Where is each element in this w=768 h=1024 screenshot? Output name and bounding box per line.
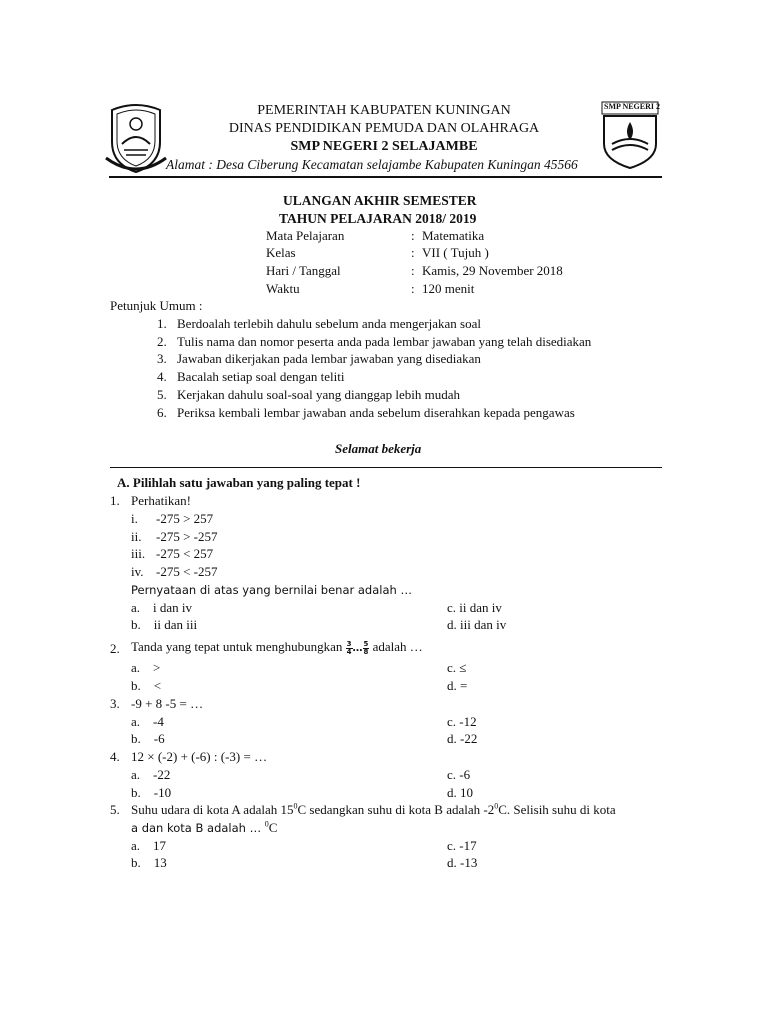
question-number: 3. [110,696,120,711]
greeting: Selamat bekerja [335,441,422,456]
option-d[interactable]: d. = [447,678,468,693]
q5-text-part2: C sedangkan suhu di kota B adalah -2 [297,802,495,817]
section-divider [110,467,662,468]
question-prompt: Pernyataan di atas yang bernilai benar adalah … [131,583,412,597]
q5-line2-text: a dan kota B adalah … [131,821,265,835]
right-logo-label: SMP NEGERI 2 [604,102,661,111]
statement-text: -275 > 257 [156,511,214,526]
section-a-heading: A. Pilihlah satu jawaban yang paling tepat ! [117,475,361,490]
option-d[interactable]: d. iii dan iv [447,617,507,632]
info-value-date: Kamis, 29 November 2018 [422,263,563,278]
fraction-denominator: 8 [363,647,369,656]
option-a[interactable]: a. > [131,660,161,675]
exam-title-2: TAHUN PELAJARAN 2018/ 2019 [279,211,477,226]
header-divider [109,176,662,178]
option-b[interactable]: b. ii dan iii [131,617,198,632]
option-b[interactable]: b. -6 [131,731,165,746]
info-sep: : [411,263,415,278]
option-a[interactable]: a. i dan iv [131,600,193,615]
fraction-three-quarters [346,641,353,656]
instruction-num: 4. [157,369,167,384]
fraction-numerator: 3 [346,639,352,648]
info-sep: : [411,245,415,260]
option-a[interactable]: a. 17 [131,838,167,853]
question-number: 4. [110,749,120,764]
info-label-class: Kelas [266,245,296,260]
question-number: 2. [110,641,120,656]
school-name: SMP NEGERI 2 SELAJAMBE [290,139,478,154]
option-d[interactable]: d. 10 [447,785,473,800]
option-b[interactable]: b. 13 [131,855,167,870]
exam-title-1: ULANGAN AKHIR SEMESTER [283,193,477,208]
instruction-text: Periksa kembali lembar jawaban anda sebelum diserahkan kepada pengawas [177,405,575,420]
instruction-num: 6. [157,405,167,420]
option-c[interactable]: c. ii dan iv [447,600,502,615]
question-number: 5. [110,802,120,817]
question-text [131,802,616,818]
q5-line2-unit: C [268,820,278,835]
statement-num: ii. [131,529,142,544]
instruction-num: 3. [157,351,167,366]
question-number: 1. [110,493,120,508]
info-value-time: 120 menit [422,281,475,296]
school-address: Alamat : Desa Ciberung Kecamatan selajambe Kabupaten Kuningan 45566 [166,157,578,172]
info-label-subject: Mata Pelajaran [266,228,345,243]
instruction-num: 5. [157,387,167,402]
instruction-text: Kerjakan dahulu soal-soal yang dianggap lebih mudah [177,387,461,402]
q5-text-part3: C. Selisih suhu di kota [498,802,616,817]
superscript: 0 [293,801,298,811]
option-c[interactable]: c. -12 [447,714,477,729]
instruction-text: Jawaban dikerjakan pada lembar jawaban yang disediakan [177,351,481,366]
instructions-heading: Petunjuk Umum : [110,298,203,313]
question-text: Perhatikan! [131,493,191,508]
instruction-text: Tulis nama dan nomor peserta anda pada lembar jawaban yang telah disediakan [177,334,592,349]
header-line-2: DINAS PENDIDIKAN PEMUDA DAN OLAHRAGA [228,121,540,136]
option-c[interactable]: c. -17 [447,838,477,853]
statement-text: -275 < 257 [156,546,214,561]
option-a[interactable]: a. -4 [131,714,164,729]
question-text [131,636,423,658]
question-text-line2 [131,820,277,836]
header-line-1: PEMERINTAH KABUPATEN KUNINGAN [257,103,511,118]
info-sep: : [411,281,415,296]
q5-text-part1: Suhu udara di kota A adalah 15 [131,802,294,817]
question-text-after: adalah … [369,639,423,654]
option-c[interactable]: c. ≤ [447,660,467,675]
statement-num: i. [131,511,138,526]
superscript: 0 [264,819,269,829]
option-d[interactable]: d. -22 [447,731,478,746]
info-label-time: Waktu [266,281,300,296]
instruction-text: Bacalah setiap soal dengan teliti [177,369,345,384]
fraction-numerator: 5 [363,639,369,648]
fraction-denominator: 4 [346,647,352,656]
statement-text: -275 < -257 [156,564,218,579]
info-label-date: Hari / Tanggal [266,263,341,278]
option-c[interactable]: c. -6 [447,767,471,782]
info-value-subject: Matematika [422,228,485,243]
option-b[interactable]: b. < [131,678,162,693]
question-text: 12 × (-2) + (-6) : (-3) = … [131,749,268,764]
question-text: -9 + 8 -5 = … [131,696,204,711]
option-b[interactable]: b. -10 [131,785,172,800]
statement-num: iii. [131,546,146,561]
superscript: 0 [494,801,499,811]
option-d[interactable]: d. -13 [447,855,478,870]
comparison-dots: … [352,643,363,654]
statement-num: iv. [131,564,144,579]
instruction-num: 2. [157,334,167,349]
info-sep: : [411,228,415,243]
instruction-text: Berdoalah terlebih dahulu sebelum anda mengerjakan soal [177,316,481,331]
question-text-before: Tanda yang tepat untuk menghubungkan [131,639,346,654]
instruction-num: 1. [157,316,167,331]
option-a[interactable]: a. -22 [131,767,171,782]
right-logo [600,100,660,170]
info-value-class: VII ( Tujuh ) [422,245,489,260]
statement-text: -275 > -257 [156,529,218,544]
